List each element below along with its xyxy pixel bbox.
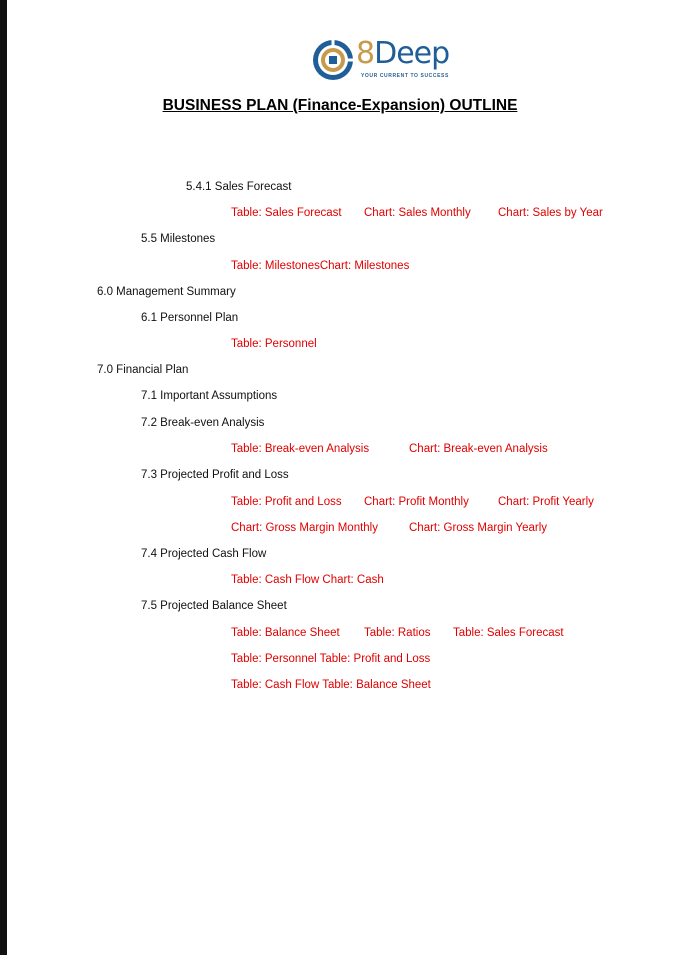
item-personnel-profit-loss: Table: Personnel Table: Profit and Loss [231,653,431,665]
item-table-profit-loss: Table: Profit and Loss [231,496,342,508]
item-table-ratios: Table: Ratios [364,627,431,639]
heading-6-0: 6.0 Management Summary [97,286,236,298]
heading-7-1: 7.1 Important Assumptions [141,390,278,402]
heading-5-4-1: 5.4.1 Sales Forecast [186,181,292,193]
item-chart-profit-yearly: Chart: Profit Yearly [498,496,594,508]
logo-emblem-icon [311,38,355,82]
heading-7-4: 7.4 Projected Cash Flow [141,548,267,560]
heading-7-2: 7.2 Break-even Analysis [141,417,265,429]
item-chart-sales-monthly: Chart: Sales Monthly [364,207,471,219]
heading-7-5: 7.5 Projected Balance Sheet [141,600,287,612]
item-table-sales-forecast-2: Table: Sales Forecast [453,627,564,639]
item-chart-sales-by-year: Chart: Sales by Year [498,207,603,219]
page-left-edge [0,0,7,955]
company-logo [311,38,461,86]
item-chart-gross-margin-yearly: Chart: Gross Margin Yearly [409,522,548,534]
item-table-sales-forecast: Table: Sales Forecast [231,207,342,219]
item-chart-gross-margin-monthly: Chart: Gross Margin Monthly [231,522,378,534]
item-cash-flow-balance-sheet: Table: Cash Flow Table: Balance Sheet [231,679,431,691]
item-chart-break-even: Chart: Break-even Analysis [409,443,548,455]
item-table-break-even: Table: Break-even Analysis [231,443,370,455]
heading-6-1: 6.1 Personnel Plan [141,312,239,324]
item-milestones: Table: MilestonesChart: Milestones [231,260,410,272]
item-cash-flow-and-cash: Table: Cash Flow Chart: Cash [231,574,384,586]
item-chart-profit-monthly: Chart: Profit Monthly [364,496,469,508]
item-table-balance-sheet: Table: Balance Sheet [231,627,340,639]
logo-tagline: YOUR CURRENT TO SUCCESS [361,73,449,79]
logo-wordmark: 8Deep [356,36,450,71]
heading-5-5: 5.5 Milestones [141,233,216,245]
item-table-personnel: Table: Personnel [231,338,317,350]
document-title: BUSINESS PLAN (Finance-Expansion) OUTLINE [162,97,518,114]
heading-7-3: 7.3 Projected Profit and Loss [141,469,289,481]
heading-7-0: 7.0 Financial Plan [97,364,189,376]
